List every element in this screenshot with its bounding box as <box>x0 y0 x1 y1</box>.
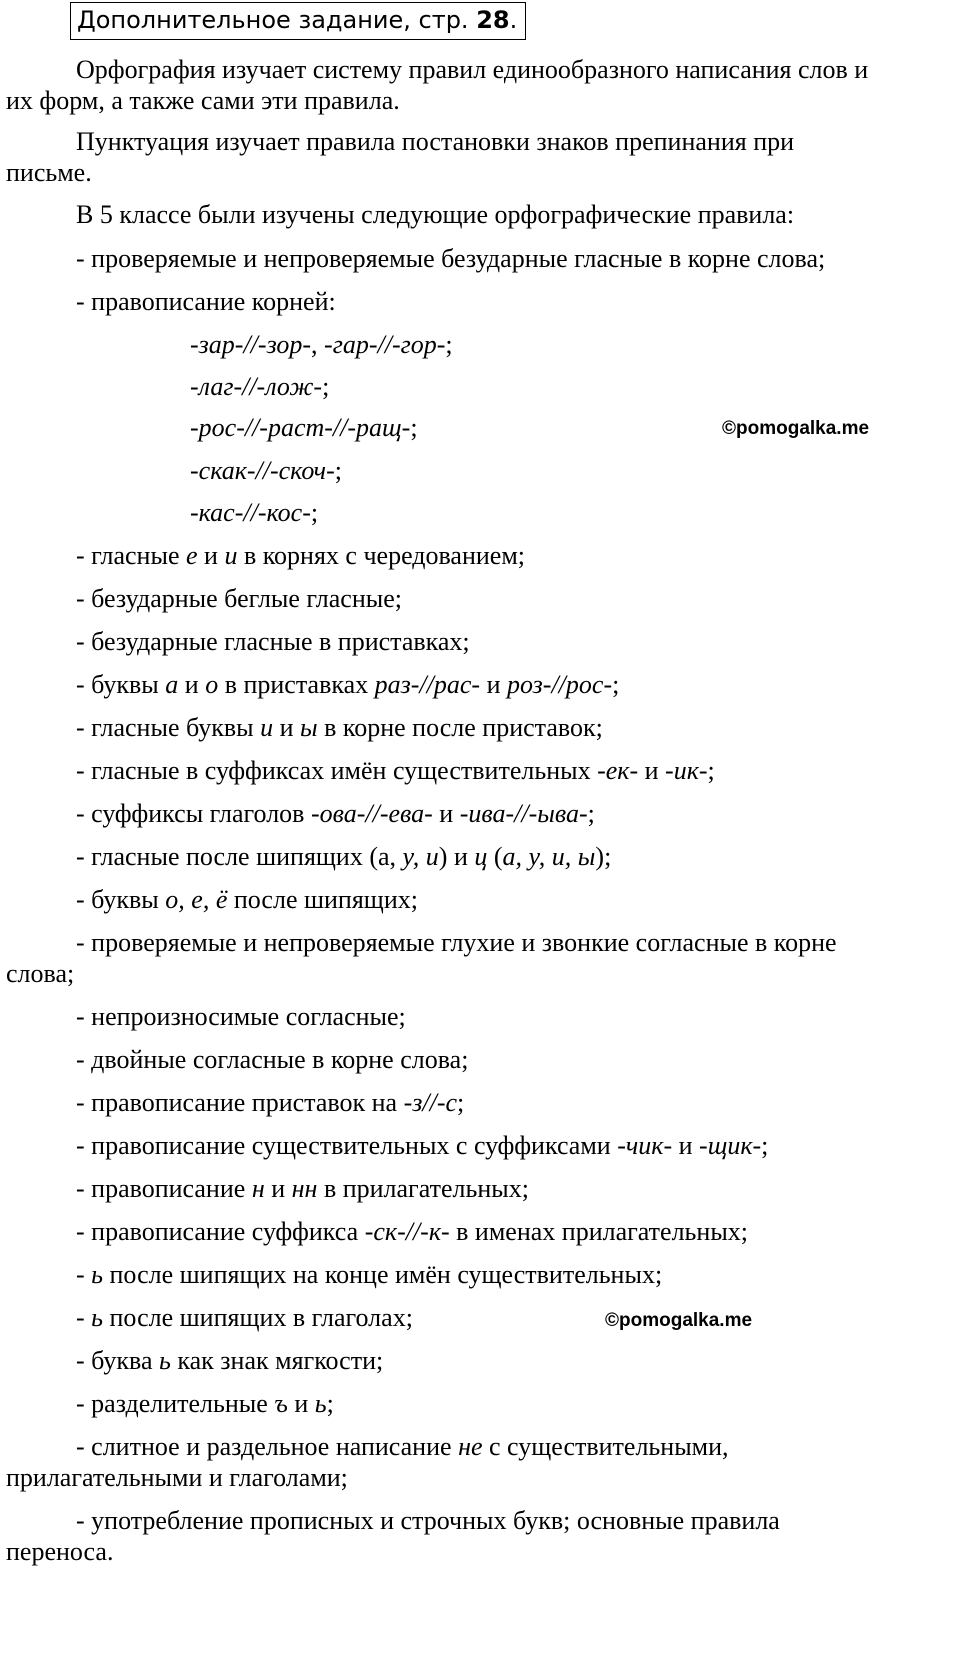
rule-item: - слитное и раздельное написание не с существительными, <box>76 1432 729 1461</box>
rule-item: - проверяемые и непроверяемые глухие и звонкие согласные в корне <box>76 928 837 957</box>
rule-item: - гласные е и и в корнях с чередованием; <box>76 541 526 570</box>
rule-item: - правописание корней: <box>76 287 336 316</box>
orthography-definition: Орфография изучает систему правил единообразного написания слов и <box>76 55 869 84</box>
rule-item: - правописание н и нн в прилагательных; <box>76 1174 529 1203</box>
rule-item: - правописание существительных с суффиксами -чик- и -щик-; <box>76 1131 769 1160</box>
rule-item: - правописание суффикса -ск-//-к- в именах прилагательных; <box>76 1217 749 1246</box>
page-number: 28 <box>476 6 510 34</box>
rule-item: - употребление прописных и строчных букв; основные правила <box>76 1506 780 1535</box>
rule-item: - двойные согласные в корне слова; <box>76 1045 469 1074</box>
task-header: Дополнительное задание, стр. 28. <box>70 2 526 40</box>
rule-item: - буква ь как знак мягкости; <box>76 1346 384 1375</box>
rule-item: - буквы а и о в приставках раз-//рас- и роз-//рос-; <box>76 670 620 699</box>
rule-item: - ь после шипящих на конце имён существительных; <box>76 1260 663 1289</box>
rule-item-cont: переноса. <box>6 1537 114 1566</box>
rule-item: - непроизносимые согласные; <box>76 1002 406 1031</box>
root-item: -лаг-//-лож-; <box>190 372 330 401</box>
rule-item: - буквы о, е, ё после шипящих; <box>76 885 418 914</box>
grade-statement: В 5 классе были изучены следующие орфографические правила: <box>76 200 795 229</box>
root-item: -зар-//-зор-, -гар-//-гор-; <box>190 330 453 359</box>
rule-item: - ь после шипящих в глаголах; <box>76 1303 413 1332</box>
rule-item: - безударные беглые гласные; <box>76 584 402 613</box>
rule-item: - проверяемые и непроверяемые безударные гласные в корне слова; <box>76 244 826 273</box>
orthography-definition-cont: их форм, а также сами эти правила. <box>6 86 400 115</box>
watermark: ©pomogalka.me <box>605 1310 753 1331</box>
punctuation-definition: Пунктуация изучает правила постановки знаков препинания при <box>76 127 795 156</box>
rule-item-cont: слова; <box>6 959 75 988</box>
rule-item: - гласные буквы и и ы в корне после приставок; <box>76 713 603 742</box>
rule-item: - гласные в суффиксах имён существительных -ек- и -ик-; <box>76 756 715 785</box>
punctuation-definition-cont: письме. <box>6 158 92 187</box>
root-item: -кас-//-кос-; <box>190 498 319 527</box>
rule-item-cont: прилагательными и глаголами; <box>6 1463 348 1492</box>
rule-item: - разделительные ъ и ь; <box>76 1389 334 1418</box>
rule-item: - гласные после шипящих (а, у, и) и ц (а, у, и, ы); <box>76 842 612 871</box>
root-item: -скак-//-скоч-; <box>190 456 342 485</box>
rule-item: - суффиксы глаголов -ова-//-ева- и -ива-//-ыва-; <box>76 799 595 828</box>
watermark: ©pomogalka.me <box>722 418 870 439</box>
rule-item: - правописание приставок на -з//-с; <box>76 1088 465 1117</box>
rule-item: - безударные гласные в приставках; <box>76 627 470 656</box>
root-item: -рос-//-раст-//-ращ-; <box>190 413 418 442</box>
